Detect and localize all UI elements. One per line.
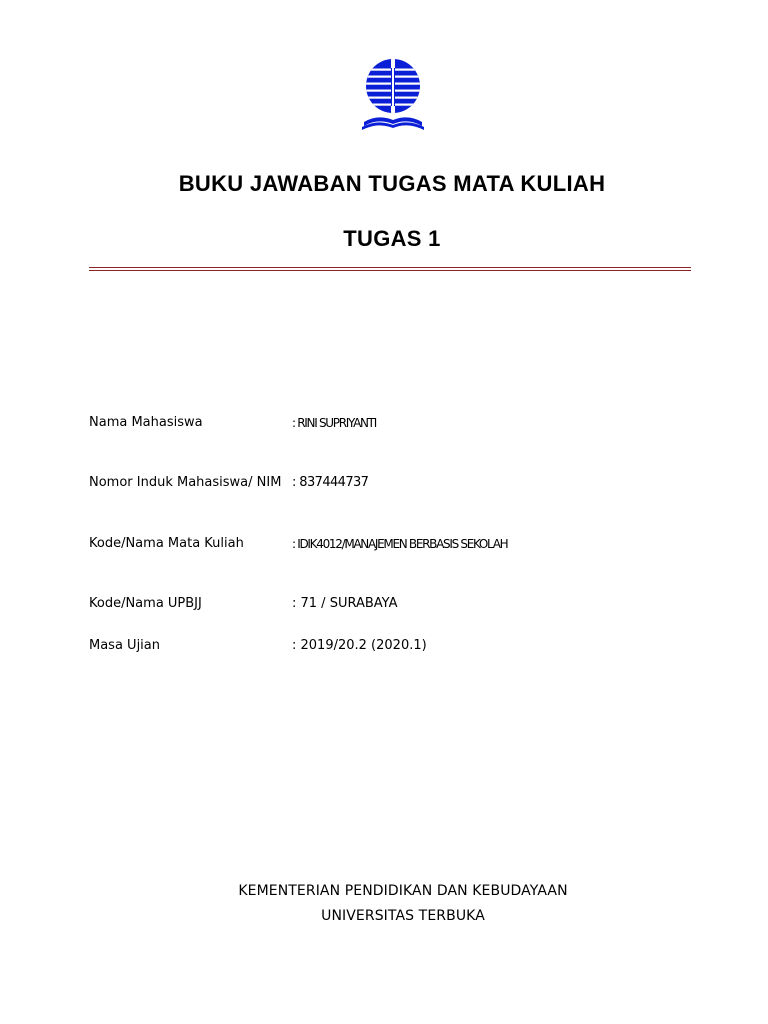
- info-label: Nomor Induk Mahasiswa/ NIM: [89, 475, 282, 490]
- info-value: : 837444737: [292, 475, 369, 490]
- document-subtitle: TUGAS 1: [343, 226, 441, 251]
- info-value: : 2019/20.2 (2020.1): [292, 638, 427, 653]
- title-divider: [89, 270, 691, 271]
- info-label: Kode/Nama UPBJJ: [89, 596, 202, 611]
- info-value: : 71 / SURABAYA: [292, 596, 398, 611]
- footer-university: UNIVERSITAS TERBUKA: [321, 908, 485, 924]
- document-title: BUKU JAWABAN TUGAS MATA KULIAH: [178, 171, 606, 196]
- info-value: : RINI SUPRIYANTI: [292, 416, 376, 430]
- title-divider: [89, 267, 691, 268]
- footer-ministry: KEMENTERIAN PENDIDIKAN DAN KEBUDAYAAN: [238, 883, 568, 899]
- info-label: Nama Mahasiswa: [89, 415, 203, 430]
- info-value: : IDIK4012/MANAJEMEN BERBASIS SEKOLAH: [292, 537, 508, 551]
- university-emblem-icon: [360, 56, 426, 132]
- info-label: Masa Ujian: [89, 638, 160, 653]
- info-label: Kode/Nama Mata Kuliah: [89, 536, 244, 551]
